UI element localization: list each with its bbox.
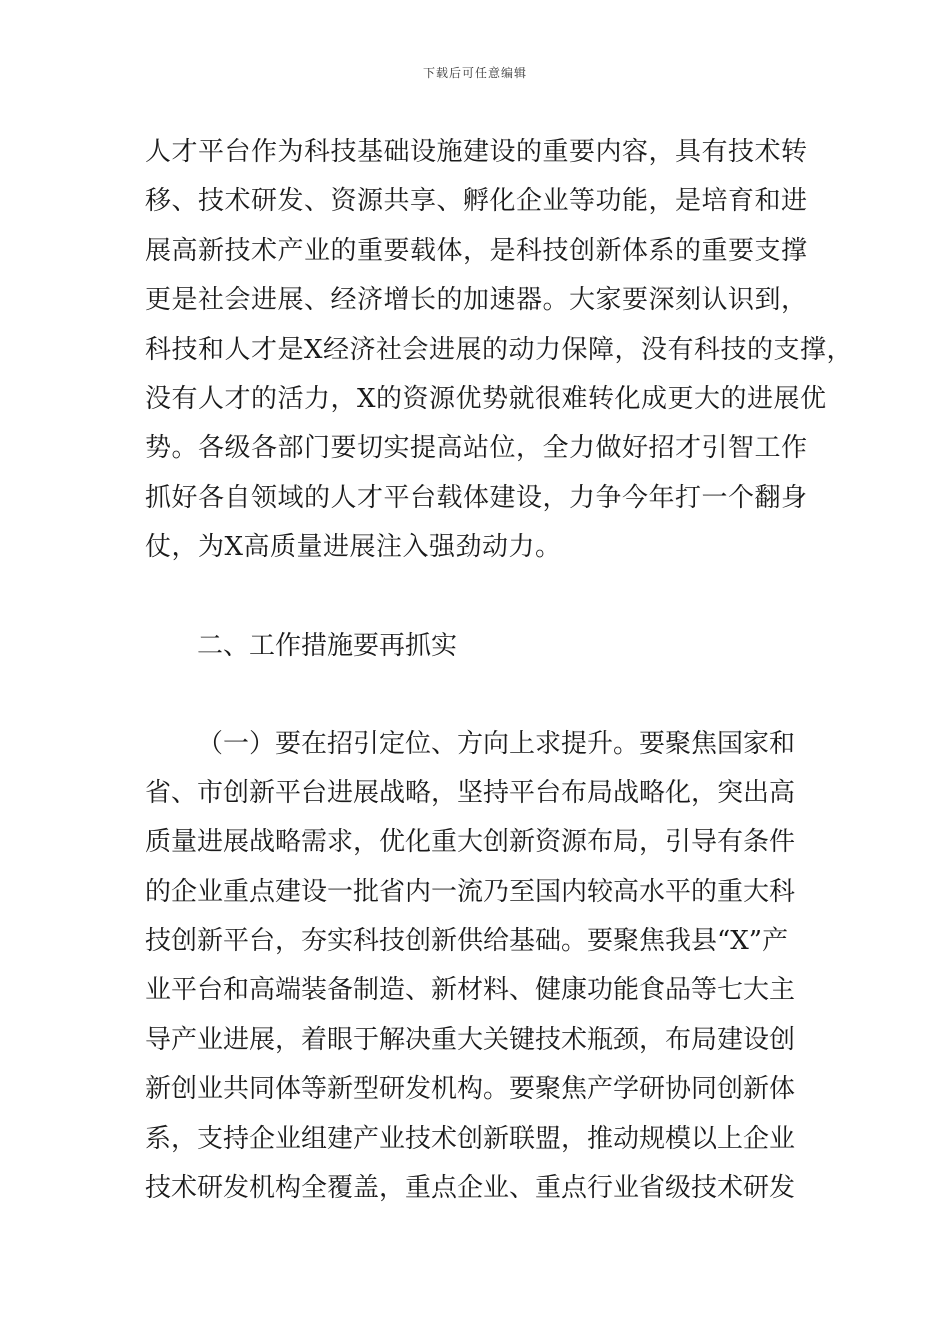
text-line: 导产业进展，着眼于解决重大关键技术瓶颈，布局建设创: [145, 1024, 796, 1055]
document-body: [145, 128, 854, 1213]
text-line: 更是社会进展、经济增长的加速器。大家要深刻认识到，: [145, 285, 808, 316]
text-line: 仗，为X高质量进展注入强劲动力。: [145, 532, 562, 563]
text-line: 展高新技术产业的重要载体，是科技创新体系的重要支撑: [145, 235, 808, 266]
text-line: 质量进展战略需求，优化重大创新资源布局，引导有条件: [145, 827, 796, 858]
section-heading: 二、工作措施要再抓实: [197, 630, 458, 661]
paragraph-work-measures: [145, 720, 815, 1214]
text-line: 科技和人才是X经济社会进展的动力保障，没有科技的支撑，: [145, 334, 854, 365]
text-line: 的企业重点建设一批省内一流乃至国内较高水平的重大科: [145, 876, 796, 907]
paragraph-talent-platform: [145, 128, 854, 573]
text-line: 移、技术研发、资源共享、孵化企业等功能，是培育和进: [145, 186, 808, 217]
text-line: 技术研发机构全覆盖，重点企业、重点行业省级技术研发: [145, 1173, 796, 1204]
page-header-note: 下载后可任意编辑: [422, 66, 527, 80]
text-line: （一）要在招引定位、方向上求提升。要聚焦国家和: [197, 728, 796, 759]
text-line: 业平台和高端装备制造、新材料、健康功能食品等七大主: [145, 975, 796, 1006]
text-line: 省、市创新平台进展战略，坚持平台布局战略化，突出高: [145, 777, 796, 808]
text-line: 势。各级各部门要切实提高站位，全力做好招才引智工作: [145, 433, 808, 464]
text-line: 系，支持企业组建产业技术创新联盟，推动规模以上企业: [145, 1123, 796, 1154]
text-line: 新创业共同体等新型研发机构。要聚焦产学研协同创新体: [145, 1074, 796, 1105]
text-line: 技创新平台，夯实科技创新供给基础。要聚焦我县“X”产: [145, 926, 789, 957]
text-line: 没有人才的活力，X的资源优势就很难转化成更大的进展优: [145, 383, 827, 414]
text-line: 人才平台作为科技基础设施建设的重要内容，具有技术转: [145, 137, 808, 167]
text-line: 抓好各自领域的人才平台载体建设，力争今年打一个翻身: [145, 482, 808, 513]
